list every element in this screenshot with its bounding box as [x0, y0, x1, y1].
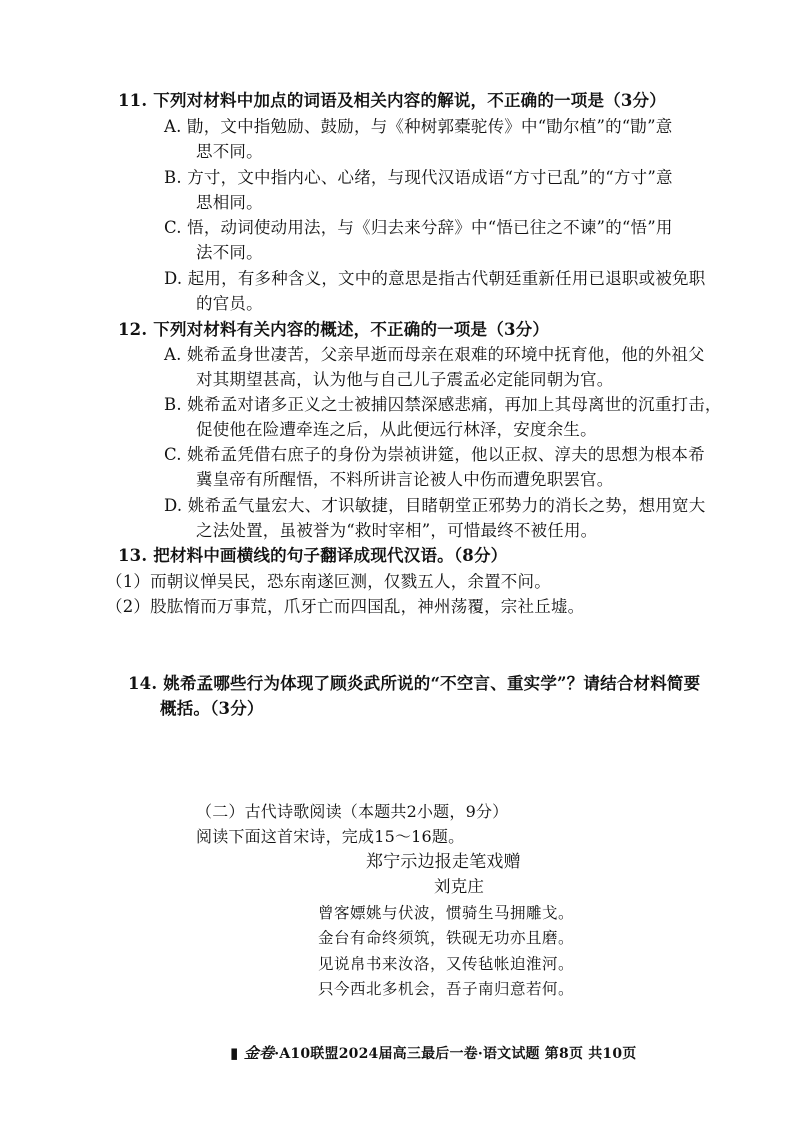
question-12-option-d: D. 姚希孟气量宏大、才识敏捷，目睹朝堂正邪势力的消长之势，想用宽大: [164, 496, 706, 515]
question-11-option-b: B. 方寸，文中指内心、心绪，与现代汉语成语“方寸已乱”的“方寸”意: [164, 168, 673, 187]
question-12-option-c: C. 姚希孟凭借右庶子的身份为崇祯讲筵，他以正叔、淳夫的思想为根本希: [164, 445, 705, 464]
question-13-stem: 13. 把材料中画横线的句子翻译成现代汉语。（8分）: [118, 546, 508, 565]
poem-line-2: 金台有命终须筑，铁砚无功亦且磨。: [318, 929, 575, 947]
question-11-option-c: C. 悟，动词使动用法，与《归去来兮辞》中“悟已往之不谏”的“悟”用: [164, 218, 673, 237]
section-instruction: 阅读下面这首宋诗，完成15～16题。: [196, 827, 465, 846]
question-13-sentence-2: （2）股肱惰而万事荒，爪牙亡而四国乱，神州荡覆，宗社丘墟。: [106, 597, 585, 616]
question-12-stem: 12. 下列对材料有关内容的概述，不正确的一项是（3分）: [118, 320, 550, 339]
question-11-option-a-cont: 思不同。: [196, 142, 263, 161]
question-11-option-d: D. 起用，有多种含义，文中的意思是指古代朝廷重新任用已退职或被免职: [164, 269, 706, 288]
section-heading: （二）古代诗歌阅读（本题共2小题，9分）: [196, 802, 509, 821]
question-11-option-d-cont: 的官员。: [196, 294, 263, 313]
question-12-option-b-cont: 促使他在险遭牵连之后，从此便远行林泽，安度余生。: [196, 420, 597, 439]
poem-title: 郑宁示边报走笔戏赠: [366, 852, 521, 872]
poem-author: 刘克庄: [434, 877, 485, 896]
question-13-sentence-1: （1）而朝议惮吴民，恐东南遂叵测，仅戮五人，余置不问。: [106, 572, 551, 591]
question-12-option-a: A. 姚希孟身世凄苦，父亲早逝而母亲在艰难的环境中抚育他，他的外祖父: [164, 345, 705, 364]
question-12-option-c-cont: 冀皇帝有所醒悟，不料所讲言论被人中伤而遭免职罢官。: [196, 470, 614, 489]
question-11-option-b-cont: 思相同。: [196, 193, 263, 212]
question-11-option-c-cont: 法不同。: [196, 243, 263, 262]
footer-text: ·A10联盟2024届高三最后一卷·语文试题 第8页 共10页: [274, 1046, 637, 1062]
question-14-stem: 14. 姚希孟哪些行为体现了顾炎武所说的“不空言、重实学”？请结合材料简要: [128, 674, 701, 693]
question-11-stem: 11. 下列对材料中加点的词语及相关内容的解说，不正确的一项是（3分）: [118, 91, 666, 110]
poem-line-1: 曾客嫖姚与伏波，惯骑生马拥雕戈。: [318, 904, 575, 922]
footer-brand: ▮ 金卷: [230, 1044, 275, 1062]
question-11-option-a: A. 勖，文中指勉励、鼓励，与《种树郭橐驼传》中“勖尔植”的“勖”意: [164, 117, 673, 136]
question-12-option-b: B. 姚希孟对诸多正义之士被捕囚禁深感悲痛，再加上其母离世的沉重打击，: [164, 395, 722, 414]
question-12-option-d-cont: 之法处置，虽被誉为“救时宰相”，可惜最终不被任用。: [196, 521, 598, 540]
page-footer: [230, 1041, 637, 1066]
question-14-stem-cont: 概括。（3分）: [160, 699, 264, 718]
poem-line-3: 见说帛书来汝洛，又传毡帐迫淮河。: [318, 955, 575, 973]
question-12-option-a-cont: 对其期望甚高，认为他与自己儿子震孟必定能同朝为官。: [196, 370, 614, 389]
poem-line-4: 只今西北多机会，吾子南归意若何。: [318, 980, 575, 998]
